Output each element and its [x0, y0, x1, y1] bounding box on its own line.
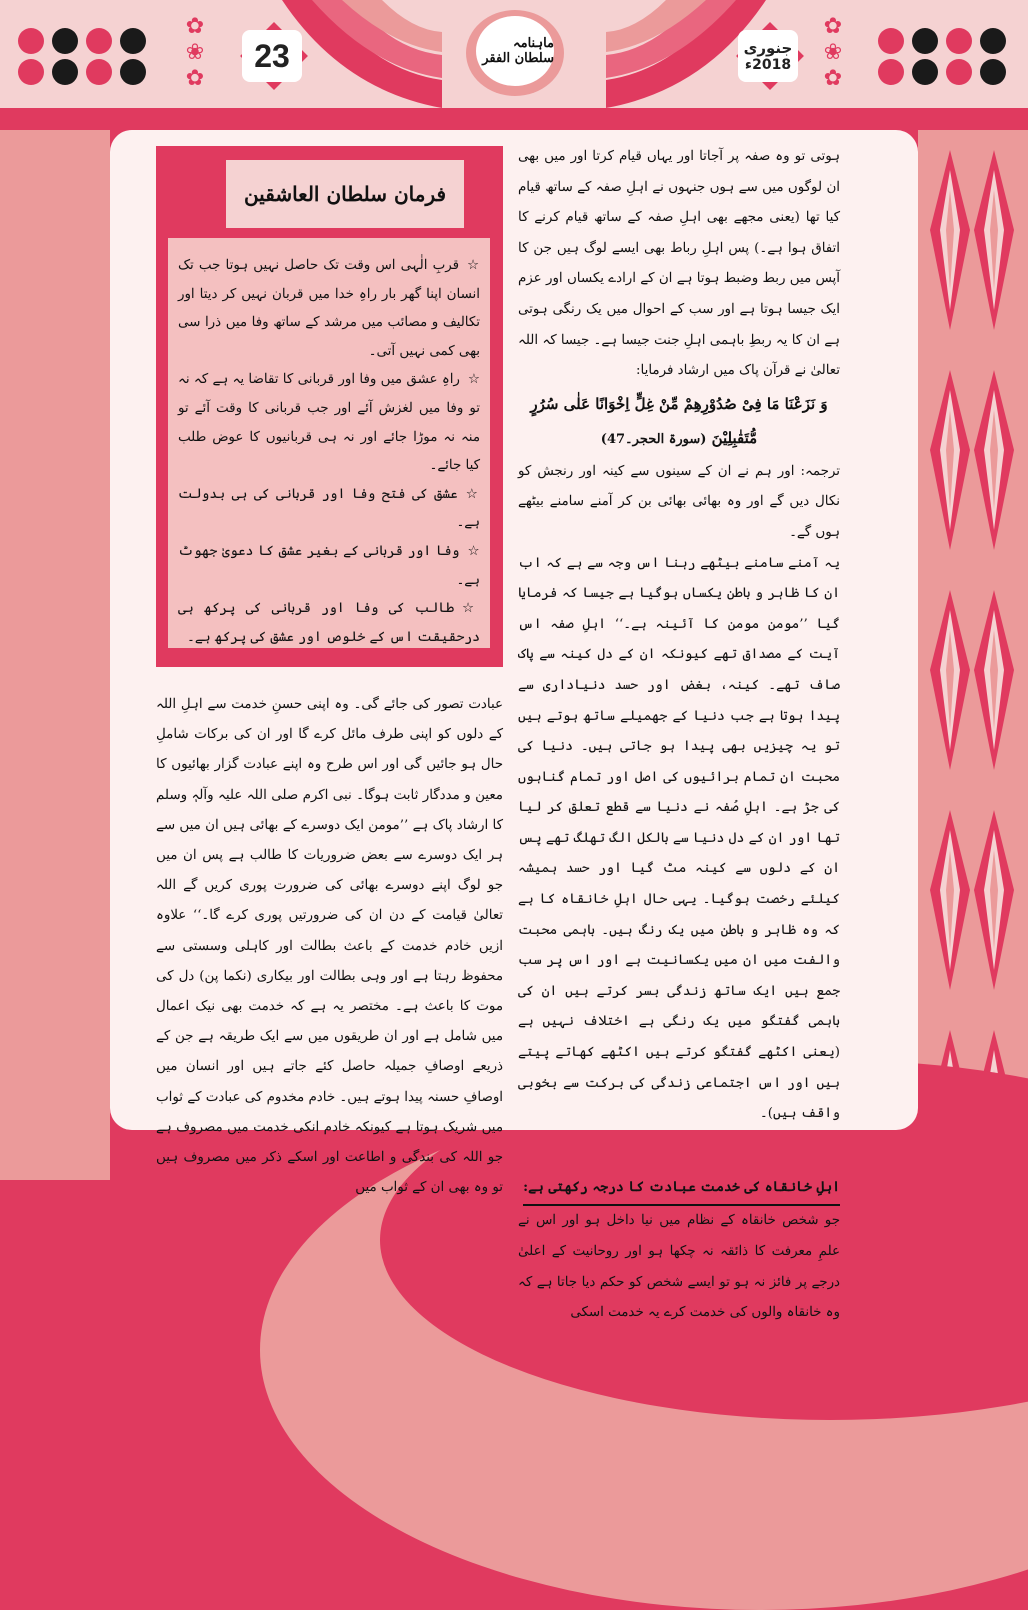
paragraph: عبادت تصور کی جائے گی۔ وہ اپنی حسنِ خدمت سے اہلِ اللہ کے دلوں کو اپنی طرف مائل کرے گا اور ان کی برکات شاملِ حال ہو جائیں گی اور اس طرح وہ اپنے عبادت گزار بھائیوں کا معین و مددگار ثابت ہوگا۔ نبی اکرم صلی اللہ علیہ وآلہٖ وسلم کا ارشاد پاک ہے ’’مومن ایک دوسرے کے بھائی ہیں ان میں سے ہر ایک دوسرے سے بعض ضروریات کا طالب ہے پس ان میں جو لوگ اپنے دوسرے بھائی کی ضرورت پوری کریں گے اللہ تعالیٰ قیامت کے دن ان کی ضرورتیں پوری کرے گا۔‘‘ علاوہ ازیں خادم خدمت کے باعث بطالت اور کاہلی وسستی سے محفوظ رہتا ہے اور وہی بطالت اور بیکاری (نکما پن) دل کی موت کا باعث ہے۔ مختصر یہ ہے کہ خدمت بھی نیک اعمال میں شامل ہے اور ان طریقوں میں سے ایک طریقہ ہے جن کے ذریعے اوصافِ جمیلہ حاصل کئے جاتے ہیں اور انسان میں اوصافِ حسنہ پیدا ہوتے ہیں۔ خادم مخدوم کی عبادت کے ثواب میں شریک ہوتا ہے کیونکہ خادم انکی خدمت میں مصروف ہے جو اللہ کی بندگی و اطاعت اور اسکے ذکر میں مصروف ہیں تو وہ بھی ان کے ثواب میں [156, 697, 503, 1196]
quote-box [156, 146, 503, 667]
quote-item [178, 538, 480, 595]
section-heading: اہلِ خانقاہ کی خدمت عبادت کا درجہ رکھتی ہے: [523, 1172, 840, 1207]
quote-item [178, 481, 480, 538]
paragraph: ہوتی تو وہ صفہ پر آجاتا اور یہاں قیام کرتا اور میں بھی ان لوگوں میں سے ہوں جنہوں نے اہلِ صفہ کے ساتھ قیام کیا تھا (یعنی مجھے بھی اہلِ صفہ کے ساتھ قیام کرنے کا اتفاق ہوا ہے۔) پس اہلِ رباط بھی ایسے لوگ ہیں جن کا آپس میں ربط وضبط ہوتا ہے ان کے ارادے یکساں اور عزم ایک جیسا ہوتا ہے اور سب کے احوال میں یک رنگی ہوتی ہے ان کا یہ ربطِ باہمی اہلِ جنت جیسا ہے۔ جیسا کہ اللہ تعالیٰ نے قرآن پاک میں ارشاد فرمایا: [518, 149, 840, 379]
floral-ornament-right: ✿ ❀ ✿ [823, 14, 843, 91]
quote-item [178, 595, 480, 652]
article-right-column [518, 142, 840, 1329]
issue-month: جنوری [743, 39, 793, 57]
logo-text: ماہنامہ سلطان الفقر [482, 36, 554, 66]
article-left-column [156, 690, 503, 1203]
star-icon: ☆ [461, 601, 480, 617]
issue-year: 2018ء [744, 57, 792, 73]
quote-item [178, 366, 480, 480]
verse-reference: (سورۃ الحجر۔47) [600, 431, 707, 447]
star-icon: ☆ [465, 486, 480, 502]
floral-ornament-left: ✿ ❀ ✿ [185, 14, 205, 91]
left-margin-panel [0, 130, 110, 1180]
quote-text: وفا اور قربانی کے بغیر عشق کا دعویٰ جھوٹ ہے۔ [178, 543, 480, 588]
right-margin-panel [918, 130, 1028, 1180]
header-band [0, 108, 1028, 130]
quote-item [178, 252, 480, 366]
quote-text: قربِ الٰہی اس وقت تک حاصل نہیں ہوتا جب تک انسان اپنا گھر بار راہِ خدا میں قربان نہیں کر دیتا اور تکالیف و مصائب میں مرشد کے ساتھ وفا میں ذرا سی بھی کمی نہیں آتی۔ [178, 258, 480, 359]
quote-text: طالب کی وفا اور قربانی کی پرکھ ہی درحقیقت اس کے خلوص اور عشق کی پرکھ ہے۔ [178, 601, 480, 645]
verse-text: وَ نَزَعْنَا مَا فِیْ صُدُوْرِهِمْ مِّنْ غِلٍّ اِخْوَانًا عَلٰی سُرُرٍ مُّتَقٰبِلِیْنَ [530, 394, 828, 447]
paragraph: یہ آمنے سامنے بیٹھے رہنا اس وجہ سے ہے کہ اب ان کا ظاہر و باطن یکساں ہوگیا ہے جیسا کہ فرمایا گیا ’’مومن مومن کا آئینہ ہے۔‘‘ اہلِ صفہ اس آیت کے مصداق تھے کیونکہ ان کے دل کینہ سے پاک صاف تھے۔ کینہ، بغض اور حسد دنیاداری سے پیدا ہوتا ہے جب دنیا کے جھمیلے ساتھ ہوتے ہیں تو یہ چیزیں بھی پیدا ہو جاتی ہیں۔ دنیا کی محبت ان تمام برائیوں کی اصل اور تمام گناہوں کی جڑ ہے۔ اہلِ صُفہ نے دنیا سے قطع تعلق کر لیا تھا اور ان کے دل دنیا سے بالکل الگ تھلگ تھے پس ان کے دلوں سے کینہ مٹ گیا اور حسد ہمیشہ کیلئے رخصت ہوگیا۔ یہی حال اہلِ خانقاہ کا ہے کہ وہ ظاہر و باطن میں یک رنگ ہیں۔ باہمی محبت والفت میں ان میں یکسانیت ہے اور اس پر سب جمع ہیں ایک ساتھ زندگی بسر کرتے ہیں ان کی باہمی گفتگو میں یک رنگی ہے اختلاف نہیں ہے (یعنی اکٹھے گفتگو کرتے ہیں اکٹھے کھاتے پیتے ہیں اور اس اجتماعی زندگی کی برکت سے بخوبی واقف ہیں)۔ [518, 555, 840, 1122]
diamond-ornament-column [918, 130, 1028, 1180]
quran-verse [518, 387, 840, 457]
dots-ornament-right [878, 28, 1008, 85]
page-number: 23 [254, 37, 290, 74]
star-icon: ☆ [467, 258, 480, 273]
quote-text: عشق کی فتح وفا اور قربانی کی ہی بدولت ہے۔ [178, 486, 480, 531]
page-header [0, 0, 1028, 108]
quote-box-body [168, 238, 490, 648]
verse-translation: ترجمہ: اور ہم نے ان کے سینوں سے کینہ اور رنجش کو نکال دیں گے اور وہ بھائی بھائی بن کر آمنے سامنے بیٹھے ہوں گے۔ [518, 463, 840, 540]
star-icon: ☆ [467, 543, 480, 559]
date-badge [728, 20, 808, 92]
quote-box-title: فرمان سلطان العاشقین [226, 160, 464, 228]
dots-ornament-left [18, 28, 148, 85]
magazine-logo [476, 16, 554, 86]
star-icon: ☆ [467, 372, 480, 388]
paragraph: جو شخص خانقاہ کے نظام میں نیا داخل ہو اور اس نے علمِ معرفت کا ذائقہ نہ چکھا ہو اور روحانیت کے اعلیٰ درجے پر فائز نہ ہو تو ایسے شخص کو حکم دیا جاتا ہے کہ وہ خانقاہ والوں کی خدمت کرے یہ خدمت اسکی [518, 1213, 840, 1321]
quote-text: راہِ عشق میں وفا اور قربانی کا تقاضا یہ ہے کہ نہ تو وفا میں لغزش آئے اور جب قربانی کا وقت آئے تو منہ نہ موڑا جائے اور نہ ہی قربانیوں کا عوض طلب کیا جائے۔ [178, 372, 480, 474]
curtain-left-decoration [282, 0, 452, 108]
